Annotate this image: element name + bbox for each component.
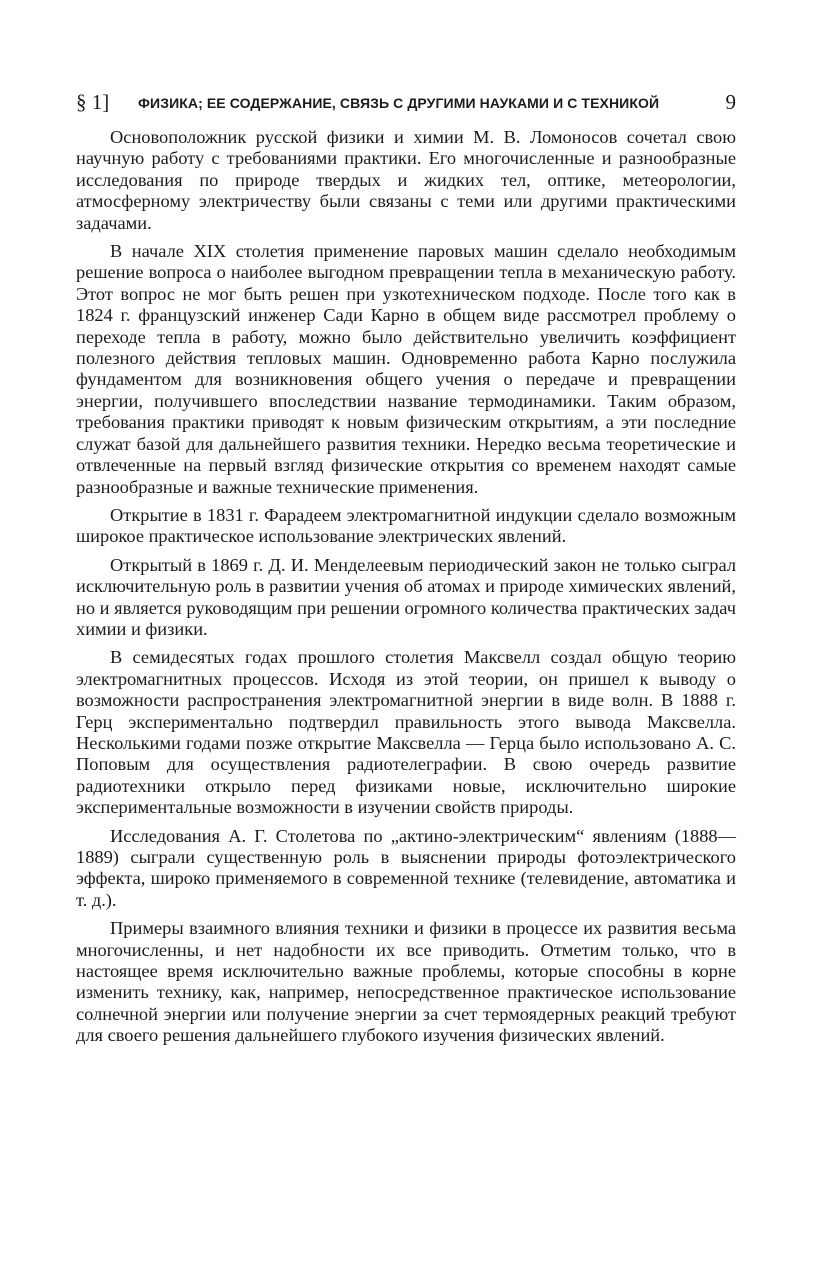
paragraph-maxwell: В семидесятых годах прошлого столетия Максвелл создал общую теорию электромагнитных процессов. Исходя из этой теории, он пришел к выводу о возможности распространения электромагнитной энергии в виде волн. В 1888 г. Герц экспериментально подтвердил правильность этого вывода Максвелла. Несколькими годами позже открытие Максвелла — Герца было использовано А. С. Поповым для осуществления радиотелеграфии. В свою очередь развитие радиотехники открыло перед физиками новые, исключительно широкие экспериментальные возможности в изучении свойств природы.	[76, 647, 736, 818]
book-page	[76, 88, 736, 1054]
paragraph-lomonosov: Основоположник русской физики и химии М. В. Ломоносов сочетал свою научную работу с требованиями практики. Его многочисленные и разнообразные исследования по природе твердых и жидких тел, оптике, метеорологии, атмосферному электричеству были связаны с теми или другими практическими задачами.	[76, 127, 736, 233]
running-header	[76, 88, 736, 118]
paragraph-faraday: Открытие в 1831 г. Фарадеем электромагнитной индукции сделало возможным широкое практическое использование электрических явлений.	[76, 504, 736, 547]
paragraph-carnot: В начале XIX столетия применение паровых машин сделало необходимым решение вопроса о наиболее выгодном превращении тепла в механическую работу. Этот вопрос не мог быть решен при узкотехническом подходе. После того как в 1824 г. французский инженер Сади Карно в общем виде рассмотрел проблему о переходе тепла в работу, можно было действительно увеличить коэффициент полезного действия тепловых машин. Одновременно работа Карно послужила фундаментом для возникновения общего учения о передаче и превращении энергии, получившего впоследствии название термодинамики. Таким образом, требования практики приводят к новым физическим открытиям, а эти последние служат базой для дальнейшего развития техники. Нередко весьма теоретические и отвлеченные на первый взгляд физические открытия со временем находят самые разнообразные и важные технические применения.	[76, 241, 736, 497]
chapter-title: ФИЗИКА; ЕЕ СОДЕРЖАНИЕ, СВЯЗЬ С ДРУГИМИ НАУКАМИ И С ТЕХНИКОЙ	[138, 95, 660, 111]
section-marker: § 1]	[76, 90, 110, 114]
paragraph-stoletov: Исследования А. Г. Столетова по „актино-электрическим“ явлениям (1888—1889) сыграли существенную роль в выяснении природы фотоэлектрического эффекта, широко применяемого в современной технике (телевидение, автоматика и т. д.).	[76, 825, 736, 910]
page-number: 9	[725, 90, 736, 114]
body-text	[76, 127, 736, 1047]
paragraph-conclusion: Примеры взаимного влияния техники и физики в процессе их развития весьма многочисленны, и нет надобности их все приводить. Отметим только, что в настоящее время исключительно важные проблемы, которые способны в корне изменить технику, как, например, непосредственное практическое использование солнечной энергии или получение энергии за счет термоядерных реакций требуют для своего решения дальнейшего глубокого изучения физических явлений.	[76, 918, 736, 1046]
paragraph-mendeleev: Открытый в 1869 г. Д. И. Менделеевым периодический закон не только сыграл исключительную роль в развитии учения об атомах и природе химических явлений, но и является руководящим при решении огромного количества практических задач химии и физики.	[76, 554, 736, 639]
